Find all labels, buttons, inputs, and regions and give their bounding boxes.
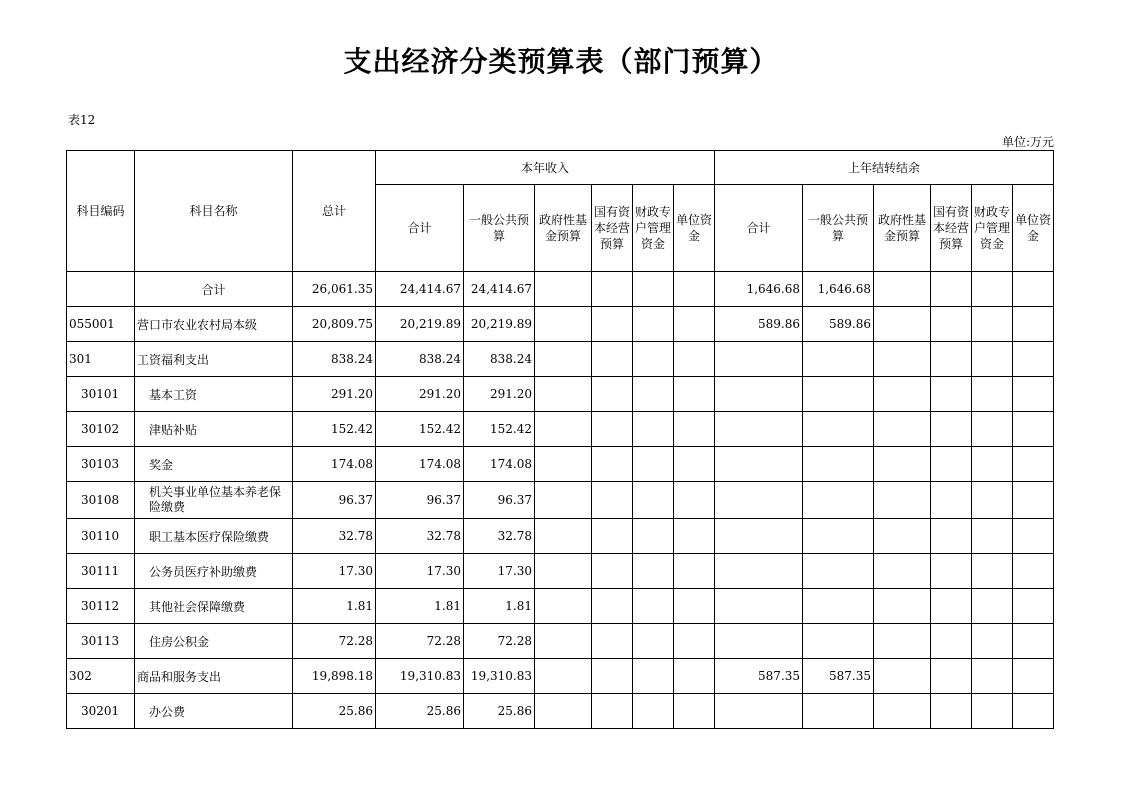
cell-empty — [931, 447, 972, 482]
cell-code — [67, 272, 135, 307]
cell-py-total — [715, 624, 803, 659]
cell-empty — [592, 554, 633, 589]
cell-empty — [633, 554, 674, 589]
cell-empty — [592, 589, 633, 624]
cell-name: 基本工资 — [135, 377, 293, 412]
cell-empty — [874, 307, 931, 342]
header-cy-total: 合计 — [376, 185, 464, 272]
cell-py-total: 1,646.68 — [715, 272, 803, 307]
table-row — [67, 659, 1054, 694]
cell-empty — [674, 482, 715, 519]
cell-empty — [592, 307, 633, 342]
cell-code: 30201 — [67, 694, 135, 729]
cell-empty — [535, 447, 592, 482]
cell-code: 301 — [67, 342, 135, 377]
cell-empty — [674, 272, 715, 307]
cell-py-general — [803, 447, 874, 482]
cell-empty — [674, 412, 715, 447]
header-total: 总计 — [293, 151, 376, 272]
cell-empty — [972, 659, 1013, 694]
cell-empty — [535, 342, 592, 377]
cell-empty — [633, 377, 674, 412]
cell-py-total — [715, 482, 803, 519]
header-py-special-account: 财政专户管理资金 — [972, 185, 1013, 272]
cell-empty — [592, 377, 633, 412]
cell-empty — [633, 659, 674, 694]
cell-empty — [1013, 447, 1054, 482]
cell-empty — [1013, 624, 1054, 659]
table-row — [67, 272, 1054, 307]
cell-cy-general: 152.42 — [464, 412, 535, 447]
cell-empty — [874, 624, 931, 659]
cell-empty — [1013, 272, 1054, 307]
cell-cy-general: 25.86 — [464, 694, 535, 729]
cell-total: 26,061.35 — [293, 272, 376, 307]
cell-py-general — [803, 589, 874, 624]
cell-cy-general: 1.81 — [464, 589, 535, 624]
budget-table — [66, 150, 1054, 729]
cell-py-general — [803, 342, 874, 377]
cell-empty — [535, 519, 592, 554]
cell-cy-total: 20,219.89 — [376, 307, 464, 342]
cell-code: 30111 — [67, 554, 135, 589]
cell-cy-total: 17.30 — [376, 554, 464, 589]
table-row — [67, 589, 1054, 624]
header-current-year-income: 本年收入 — [376, 151, 715, 185]
cell-empty — [874, 482, 931, 519]
cell-empty — [633, 519, 674, 554]
cell-empty — [874, 554, 931, 589]
cell-total: 838.24 — [293, 342, 376, 377]
cell-total: 174.08 — [293, 447, 376, 482]
cell-total: 96.37 — [293, 482, 376, 519]
cell-empty — [535, 624, 592, 659]
cell-empty — [633, 694, 674, 729]
page-title: 支出经济分类预算表（部门预算） — [343, 45, 779, 78]
cell-empty — [674, 519, 715, 554]
cell-empty — [592, 342, 633, 377]
cell-empty — [633, 342, 674, 377]
cell-total: 19,898.18 — [293, 659, 376, 694]
cell-cy-total: 19,310.83 — [376, 659, 464, 694]
cell-code: 30113 — [67, 624, 135, 659]
cell-empty — [931, 589, 972, 624]
cell-empty — [633, 272, 674, 307]
cell-empty — [874, 694, 931, 729]
cell-empty — [535, 412, 592, 447]
cell-py-total: 589.86 — [715, 307, 803, 342]
cell-empty — [633, 307, 674, 342]
cell-cy-general: 19,310.83 — [464, 659, 535, 694]
cell-empty — [592, 519, 633, 554]
cell-empty — [972, 412, 1013, 447]
cell-empty — [535, 694, 592, 729]
cell-cy-general: 17.30 — [464, 554, 535, 589]
cell-py-general — [803, 412, 874, 447]
cell-cy-general: 838.24 — [464, 342, 535, 377]
cell-name: 职工基本医疗保险缴费 — [135, 519, 293, 554]
table-row — [67, 447, 1054, 482]
cell-py-general: 589.86 — [803, 307, 874, 342]
cell-empty — [931, 694, 972, 729]
header-cy-state-capital: 国有资本经营预算 — [592, 185, 633, 272]
cell-empty — [874, 589, 931, 624]
cell-empty — [972, 342, 1013, 377]
table-row — [67, 694, 1054, 729]
cell-empty — [972, 519, 1013, 554]
header-cy-unit-funds: 单位资金 — [674, 185, 715, 272]
cell-empty — [972, 482, 1013, 519]
cell-empty — [592, 624, 633, 659]
cell-empty — [931, 342, 972, 377]
cell-empty — [674, 694, 715, 729]
cell-empty — [535, 589, 592, 624]
cell-empty — [1013, 589, 1054, 624]
header-py-unit-funds: 单位资金 — [1013, 185, 1054, 272]
cell-empty — [535, 482, 592, 519]
cell-cy-general: 24,414.67 — [464, 272, 535, 307]
cell-name: 办公费 — [135, 694, 293, 729]
cell-empty — [674, 307, 715, 342]
cell-cy-total: 24,414.67 — [376, 272, 464, 307]
cell-cy-total: 174.08 — [376, 447, 464, 482]
cell-name: 住房公积金 — [135, 624, 293, 659]
cell-total: 72.28 — [293, 624, 376, 659]
table-row — [67, 342, 1054, 377]
cell-empty — [874, 412, 931, 447]
cell-empty — [1013, 554, 1054, 589]
cell-empty — [972, 554, 1013, 589]
cell-empty — [592, 412, 633, 447]
cell-empty — [972, 307, 1013, 342]
cell-cy-general: 96.37 — [464, 482, 535, 519]
cell-py-total — [715, 412, 803, 447]
table-row — [67, 307, 1054, 342]
cell-py-total — [715, 554, 803, 589]
cell-empty — [633, 482, 674, 519]
cell-cy-total: 838.24 — [376, 342, 464, 377]
cell-py-total: 587.35 — [715, 659, 803, 694]
cell-empty — [592, 272, 633, 307]
cell-total: 32.78 — [293, 519, 376, 554]
cell-empty — [633, 624, 674, 659]
cell-cy-general: 291.20 — [464, 377, 535, 412]
cell-empty — [972, 377, 1013, 412]
cell-py-general — [803, 624, 874, 659]
cell-empty — [1013, 519, 1054, 554]
header-cy-special-account: 财政专户管理资金 — [633, 185, 674, 272]
cell-empty — [1013, 659, 1054, 694]
cell-empty — [633, 589, 674, 624]
cell-py-general — [803, 554, 874, 589]
cell-empty — [1013, 307, 1054, 342]
cell-empty — [931, 482, 972, 519]
cell-empty — [874, 342, 931, 377]
cell-name: 其他社会保障缴费 — [135, 589, 293, 624]
cell-empty — [592, 659, 633, 694]
cell-py-general — [803, 519, 874, 554]
cell-py-general: 587.35 — [803, 659, 874, 694]
cell-cy-general: 72.28 — [464, 624, 535, 659]
cell-py-total — [715, 377, 803, 412]
cell-cy-total: 96.37 — [376, 482, 464, 519]
cell-empty — [1013, 342, 1054, 377]
cell-empty — [874, 519, 931, 554]
cell-cy-total: 152.42 — [376, 412, 464, 447]
cell-empty — [633, 412, 674, 447]
cell-empty — [674, 589, 715, 624]
cell-cy-total: 1.81 — [376, 589, 464, 624]
cell-cy-general: 174.08 — [464, 447, 535, 482]
cell-empty — [1013, 694, 1054, 729]
cell-empty — [931, 272, 972, 307]
cell-cy-general: 32.78 — [464, 519, 535, 554]
table-row — [67, 624, 1054, 659]
header-cy-general: 一般公共预算 — [464, 185, 535, 272]
cell-cy-total: 25.86 — [376, 694, 464, 729]
cell-empty — [674, 554, 715, 589]
cell-empty — [972, 272, 1013, 307]
cell-empty — [972, 447, 1013, 482]
cell-cy-general: 20,219.89 — [464, 307, 535, 342]
cell-total: 20,809.75 — [293, 307, 376, 342]
cell-py-total — [715, 694, 803, 729]
cell-code: 30102 — [67, 412, 135, 447]
cell-empty — [535, 659, 592, 694]
cell-py-general — [803, 694, 874, 729]
cell-empty — [592, 447, 633, 482]
cell-total: 17.30 — [293, 554, 376, 589]
cell-py-total — [715, 589, 803, 624]
cell-code: 302 — [67, 659, 135, 694]
cell-empty — [1013, 377, 1054, 412]
cell-empty — [535, 307, 592, 342]
cell-empty — [931, 624, 972, 659]
unit-label: 单位:万元 — [1001, 135, 1054, 149]
cell-empty — [931, 659, 972, 694]
header-py-general: 一般公共预算 — [803, 185, 874, 272]
cell-empty — [674, 659, 715, 694]
cell-empty — [931, 377, 972, 412]
cell-empty — [674, 624, 715, 659]
cell-code: 30103 — [67, 447, 135, 482]
table-row — [67, 377, 1054, 412]
cell-empty — [972, 694, 1013, 729]
cell-total: 152.42 — [293, 412, 376, 447]
cell-total: 1.81 — [293, 589, 376, 624]
cell-empty — [592, 694, 633, 729]
cell-empty — [674, 342, 715, 377]
cell-empty — [674, 377, 715, 412]
cell-code: 055001 — [67, 307, 135, 342]
cell-total: 291.20 — [293, 377, 376, 412]
cell-py-total — [715, 447, 803, 482]
cell-empty — [535, 554, 592, 589]
table-row — [67, 519, 1054, 554]
header-row-1 — [67, 151, 1054, 185]
header-py-total: 合计 — [715, 185, 803, 272]
cell-empty — [874, 659, 931, 694]
cell-code: 30101 — [67, 377, 135, 412]
cell-empty — [592, 482, 633, 519]
cell-name: 商品和服务支出 — [135, 659, 293, 694]
cell-code: 30110 — [67, 519, 135, 554]
header-prior-year-carryover: 上年结转结余 — [715, 151, 1054, 185]
cell-py-general: 1,646.68 — [803, 272, 874, 307]
table-row — [67, 482, 1054, 519]
cell-empty — [931, 554, 972, 589]
cell-cy-total: 72.28 — [376, 624, 464, 659]
cell-code: 30108 — [67, 482, 135, 519]
header-code: 科目编码 — [67, 151, 135, 272]
cell-name: 津贴补贴 — [135, 412, 293, 447]
cell-empty — [972, 589, 1013, 624]
cell-empty — [535, 377, 592, 412]
header-cy-fund: 政府性基金预算 — [535, 185, 592, 272]
cell-cy-total: 32.78 — [376, 519, 464, 554]
cell-empty — [972, 624, 1013, 659]
header-name: 科目名称 — [135, 151, 293, 272]
cell-empty — [1013, 412, 1054, 447]
cell-py-general — [803, 482, 874, 519]
cell-name: 奖金 — [135, 447, 293, 482]
cell-empty — [1013, 482, 1054, 519]
cell-empty — [874, 272, 931, 307]
cell-empty — [931, 412, 972, 447]
cell-total: 25.86 — [293, 694, 376, 729]
cell-name: 工资福利支出 — [135, 342, 293, 377]
table-number: 表12 — [68, 113, 96, 127]
cell-py-general — [803, 377, 874, 412]
cell-empty — [874, 377, 931, 412]
cell-name: 公务员医疗补助缴费 — [135, 554, 293, 589]
cell-py-total — [715, 342, 803, 377]
cell-py-total — [715, 519, 803, 554]
header-py-state-capital: 国有资本经营预算 — [931, 185, 972, 272]
cell-empty — [633, 447, 674, 482]
cell-empty — [874, 447, 931, 482]
cell-cy-total: 291.20 — [376, 377, 464, 412]
cell-name: 合计 — [135, 272, 293, 307]
cell-empty — [931, 307, 972, 342]
cell-empty — [931, 519, 972, 554]
cell-empty — [674, 447, 715, 482]
cell-code: 30112 — [67, 589, 135, 624]
cell-empty — [535, 272, 592, 307]
header-py-fund: 政府性基金预算 — [874, 185, 931, 272]
cell-name: 机关事业单位基本养老保险缴费 — [135, 482, 293, 519]
table-row — [67, 412, 1054, 447]
table-row — [67, 554, 1054, 589]
cell-name: 营口市农业农村局本级 — [135, 307, 293, 342]
